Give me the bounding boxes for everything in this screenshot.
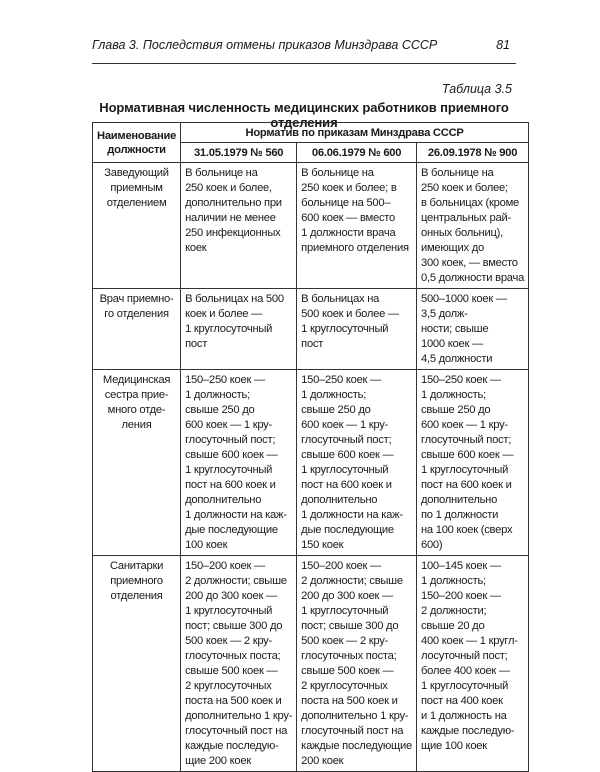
norm-cell xyxy=(297,163,417,289)
cell-text-line: ности; свыше xyxy=(420,323,489,335)
cell-text-line: Санитарки xyxy=(109,560,164,572)
position-column-header: Наименование должности xyxy=(93,123,181,163)
cell-text-line: Врач приемно- xyxy=(99,293,174,305)
cell-text-line: 250 коек и более; xyxy=(420,182,508,194)
cell-text-line: 1 должность; xyxy=(301,389,367,401)
cell-text-line: пост; свыше 300 до xyxy=(301,620,399,632)
cell-text-line: приемного отделения xyxy=(301,242,409,254)
cell-text-line: глосуточный пост на xyxy=(301,725,404,737)
cell-text-line: пост xyxy=(185,338,208,350)
chapter-title: Глава 3. Последствия отмены приказов Минздрава СССР xyxy=(92,38,438,52)
cell-text-line: поста на 500 коек и xyxy=(185,695,282,707)
cell-text-line: 0,5 должности врача xyxy=(420,272,525,284)
cell-text-line: 150–250 коек — xyxy=(301,374,381,386)
cell-text-line: 250 инфекционных xyxy=(185,227,281,239)
cell-text-line: имеющих до xyxy=(420,242,484,254)
cell-text-line: более 400 коек — xyxy=(420,665,510,677)
cell-text-line: Заведующий xyxy=(104,167,169,179)
page-number: 81 xyxy=(496,38,510,52)
cell-text-line: 150–200 коек — xyxy=(301,560,381,572)
cell-text-line: 2 должности; xyxy=(420,605,487,617)
cell-text-line: 250 коек и более; в xyxy=(301,182,397,194)
cell-text-line: 250 коек и более, xyxy=(185,182,272,194)
cell-text-line: отделением xyxy=(106,197,167,209)
cell-text-line: свыше 250 до xyxy=(420,404,491,416)
cell-text-line: по 1 должности xyxy=(420,509,499,521)
order-header: 26.09.1978 № 900 xyxy=(416,143,528,163)
cell-text-line: 1 должность; xyxy=(420,389,486,401)
cell-text-line: 1 круглосуточный xyxy=(420,680,509,692)
cell-text-line: 150–250 коек — xyxy=(185,374,265,386)
norm-cell xyxy=(297,289,417,370)
cell-text-line: глосуточный пост на xyxy=(185,725,288,737)
cell-text-line: 100 коек xyxy=(185,539,228,551)
cell-text-line: 150–200 коек — xyxy=(420,590,501,602)
cell-text-line: 600 коек — 1 кру- xyxy=(301,419,389,431)
cell-text-line: свыше 250 до xyxy=(301,404,371,416)
staffing-norms-table xyxy=(92,122,529,772)
cell-text-line: В больнице на xyxy=(301,167,374,179)
cell-text-line: 150–250 коек — xyxy=(420,374,501,386)
cell-text-line: 1 круглосуточный xyxy=(185,464,273,476)
cell-text-line: пост на 600 коек и xyxy=(420,479,512,491)
norm-cell xyxy=(416,163,528,289)
cell-text-line: пост на 400 коек xyxy=(420,695,503,707)
cell-text-line: сестра прие- xyxy=(104,389,169,401)
cell-text-line: щие 200 коек xyxy=(185,755,251,767)
cell-text-line: 1 круглосуточный xyxy=(301,323,389,335)
cell-text-line: глосуточных поста; xyxy=(301,650,397,662)
cell-text-line: каждые последую- xyxy=(185,740,279,752)
norm-cell xyxy=(181,370,297,556)
cell-text-line: пост; свыше 300 до xyxy=(185,620,283,632)
cell-text-line: 1 должность; xyxy=(185,389,250,401)
norm-cell xyxy=(181,163,297,289)
cell-text-line: свыше 250 до xyxy=(185,404,255,416)
table-row xyxy=(93,556,529,772)
norm-cell xyxy=(181,556,297,772)
cell-text-line: лосуточный пост; xyxy=(420,650,508,662)
table-row xyxy=(93,370,529,556)
cell-text-line: 4,5 должности xyxy=(420,353,493,365)
cell-text-line: 600 коек — 1 кру- xyxy=(420,419,508,431)
cell-text-line: 600 коек — вместо xyxy=(301,212,396,224)
cell-text-line: каждые последующие xyxy=(301,740,412,752)
position-cell xyxy=(93,556,181,772)
cell-text-line: дополнительно при xyxy=(185,197,282,209)
norm-cell xyxy=(416,289,528,370)
cell-text-line: В больницах на xyxy=(301,293,380,305)
cell-text-line: 500–1000 коек — xyxy=(420,293,507,305)
cell-text-line: дополнительно xyxy=(420,494,498,506)
cell-text-line: глосуточный пост; xyxy=(301,434,392,446)
cell-text-line: 1 круглосуточный xyxy=(301,605,389,617)
cell-text-line: 2 круглосуточных xyxy=(301,680,388,692)
cell-text-line: 1 должность; xyxy=(420,575,486,587)
cell-text-line: наличии не менее xyxy=(185,212,276,224)
cell-text-line: 200 до 300 коек — xyxy=(301,590,393,602)
cell-text-line: приемного xyxy=(110,575,163,587)
cell-text-line: дополнительно 1 кру- xyxy=(185,710,293,722)
cell-text-line: пост на 600 коек и xyxy=(185,479,276,491)
order-header: 06.06.1979 № 600 xyxy=(297,143,417,163)
cell-text-line: 100–145 коек — xyxy=(420,560,501,572)
table-header-row xyxy=(93,123,529,143)
cell-text-line: дополнительно xyxy=(301,494,378,506)
norm-cell xyxy=(297,370,417,556)
cell-text-line: 400 коек — 1 кругл- xyxy=(420,635,518,647)
norm-cell xyxy=(416,370,528,556)
cell-text-line: 150–200 коек — xyxy=(185,560,265,572)
cell-text-line: много отде- xyxy=(107,404,166,416)
cell-text-line: 1 должности на каж- xyxy=(301,509,403,521)
table-label: Таблица 3.5 xyxy=(441,82,512,96)
cell-text-line: каждые последую- xyxy=(420,725,515,737)
cell-text-line: отделения xyxy=(110,590,163,602)
cell-text-line: коек и более — xyxy=(185,308,263,320)
cell-text-line: 600) xyxy=(420,539,443,551)
cell-text-line: 500 коек и более — xyxy=(301,308,399,320)
cell-text-line: 1000 коек — xyxy=(420,338,483,350)
cell-text-line: 500 коек — 2 кру- xyxy=(185,635,273,647)
cell-text-line: дополнительно 1 кру- xyxy=(301,710,409,722)
cell-text-line: центральных рай- xyxy=(420,212,511,224)
cell-text-line: дополнительно xyxy=(185,494,262,506)
cell-text-line: свыше 600 коек — xyxy=(185,449,278,461)
cell-text-line: приемным xyxy=(110,182,163,194)
norm-cell xyxy=(181,289,297,370)
position-cell xyxy=(93,289,181,370)
cell-text-line: свыше 500 коек — xyxy=(301,665,394,677)
running-header xyxy=(92,38,516,58)
cell-text-line: поста на 500 коек и xyxy=(301,695,398,707)
cell-text-line: 1 круглосуточный xyxy=(185,605,273,617)
cell-text-line: ления xyxy=(121,419,152,431)
cell-text-line: 600 коек — 1 кру- xyxy=(185,419,273,431)
cell-text-line: 2 должности; свыше xyxy=(185,575,287,587)
cell-text-line: дые последующие xyxy=(301,524,394,536)
cell-text-line: 300 коек, — вместо xyxy=(420,257,518,269)
cell-text-line: коек xyxy=(185,242,207,254)
norm-group-header: Норматив по приказам Минздрава СССР xyxy=(181,123,529,143)
cell-text-line: 1 должности на каж- xyxy=(185,509,287,521)
norm-cell xyxy=(416,556,528,772)
cell-text-line: 1 круглосуточный xyxy=(185,323,273,335)
table-row xyxy=(93,289,529,370)
cell-text-line: на 100 коек (сверх xyxy=(420,524,513,536)
cell-text-line: 1 должности врача xyxy=(301,227,396,239)
cell-text-line: свыше 20 до xyxy=(420,620,485,632)
cell-text-line: глосуточных поста; xyxy=(185,650,281,662)
cell-text-line: 1 круглосуточный xyxy=(301,464,389,476)
cell-text-line: свыше 500 коек — xyxy=(185,665,278,677)
position-cell xyxy=(93,163,181,289)
cell-text-line: онных больниц), xyxy=(420,227,503,239)
cell-text-line: пост на 600 коек и xyxy=(301,479,392,491)
cell-text-line: пост xyxy=(301,338,324,350)
cell-text-line: 500 коек — 2 кру- xyxy=(301,635,389,647)
cell-text-line: В больницах на 500 xyxy=(185,293,284,305)
cell-text-line: В больнице на xyxy=(420,167,494,179)
cell-text-line: свыше 600 коек — xyxy=(420,449,514,461)
cell-text-line: 150 коек xyxy=(301,539,344,551)
cell-text-line: го отделения xyxy=(104,308,169,320)
cell-text-line: и 1 должность на xyxy=(420,710,507,722)
cell-text-line: Медицинская xyxy=(102,374,171,386)
cell-text-line: 200 до 300 коек — xyxy=(185,590,277,602)
cell-text-line: 2 круглосуточных xyxy=(185,680,272,692)
table-title: Нормативная численность медицинских работников приемного отделения xyxy=(99,100,509,130)
order-header: 31.05.1979 № 560 xyxy=(181,143,297,163)
cell-text-line: глосуточный пост; xyxy=(185,434,276,446)
cell-text-line: глосуточный пост; xyxy=(420,434,512,446)
position-cell xyxy=(93,370,181,556)
norm-cell xyxy=(297,556,417,772)
table-row xyxy=(93,163,529,289)
cell-text-line: дые последующие xyxy=(185,524,278,536)
cell-text-line: 200 коек xyxy=(301,755,344,767)
cell-text-line: 1 круглосуточный xyxy=(420,464,509,476)
cell-text-line: В больнице на xyxy=(185,167,258,179)
cell-text-line: в больницах (кроме xyxy=(420,197,520,209)
cell-text-line: 3,5 долж- xyxy=(420,308,468,320)
cell-text-line: больнице на 500– xyxy=(301,197,391,209)
header-divider xyxy=(92,63,516,64)
cell-text-line: свыше 600 коек — xyxy=(301,449,394,461)
cell-text-line: 2 должности; свыше xyxy=(301,575,403,587)
cell-text-line: щие 100 коек xyxy=(420,740,487,752)
